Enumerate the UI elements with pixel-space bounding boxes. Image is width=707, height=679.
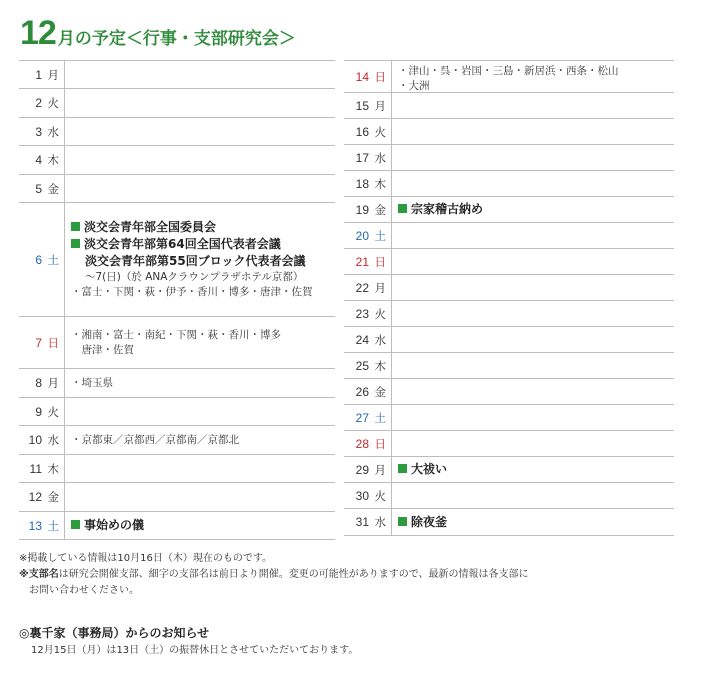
date-cell <box>344 197 392 222</box>
day-row <box>344 223 674 249</box>
weekday: 火 <box>374 124 386 139</box>
day-row <box>19 61 335 89</box>
weekday: 木 <box>374 176 386 191</box>
date-cell <box>19 512 65 539</box>
day-number: 29 <box>355 462 369 477</box>
event-cell <box>65 455 335 482</box>
day-number: 16 <box>355 124 369 139</box>
day-row <box>344 509 674 536</box>
event-cell <box>392 379 674 404</box>
event-cell <box>65 61 335 88</box>
day-row <box>19 426 335 455</box>
event-cell <box>65 317 335 368</box>
event-line <box>398 64 674 79</box>
weekday: 水 <box>374 332 386 347</box>
event-cell <box>65 175 335 202</box>
event-cell <box>65 89 335 117</box>
event-text: ・湘南・富士・南紀・下関・萩・香川・博多 <box>71 328 281 341</box>
day-row <box>344 431 674 457</box>
event-title <box>398 514 674 531</box>
day-row <box>344 171 674 197</box>
day-number: 27 <box>355 410 369 425</box>
date-cell <box>344 61 392 92</box>
date-cell <box>344 275 392 300</box>
event-text: ・京都東／京都西／京都南／京都北 <box>71 433 239 446</box>
date-cell <box>344 145 392 170</box>
weekday: 金 <box>374 384 386 399</box>
weekday: 土 <box>47 518 59 533</box>
event-text: ・埼玉県 <box>71 376 113 389</box>
notice-title: ◎裏千家（事務局）からのお知らせ <box>19 626 210 640</box>
event-cell <box>392 353 674 378</box>
event-cell <box>65 483 335 511</box>
date-cell <box>344 171 392 196</box>
day-row <box>19 89 335 118</box>
event-line <box>71 328 335 343</box>
date-cell <box>344 93 392 118</box>
event-text: ・津山・呉・岩国・三島・新居浜・西条・松山 <box>398 65 619 77</box>
weekday: 水 <box>47 433 59 447</box>
event-cell <box>392 249 674 274</box>
weekday: 日 <box>374 254 386 269</box>
weekday: 木 <box>47 153 59 167</box>
day-row <box>344 301 674 327</box>
event-cell <box>65 398 335 425</box>
day-number: 15 <box>355 98 369 113</box>
event-cell <box>392 275 674 300</box>
day-row <box>344 353 674 379</box>
green-square-icon <box>398 464 407 473</box>
date-cell <box>19 426 65 454</box>
day-row <box>344 457 674 483</box>
day-number: 20 <box>355 228 369 243</box>
event-cell <box>392 119 674 144</box>
date-cell <box>19 455 65 482</box>
event-cell <box>392 223 674 248</box>
date-cell <box>19 146 65 174</box>
day-number: 24 <box>355 332 369 347</box>
green-square-icon <box>71 222 80 231</box>
day-number: 19 <box>355 202 369 217</box>
schedule-left-column <box>19 60 335 540</box>
weekday: 月 <box>374 462 386 477</box>
title-text: 月の予定＜行事・支部研究会＞ <box>57 29 296 49</box>
day-row <box>344 145 674 171</box>
event-text: 淡交会青年部第55回ブロック代表者会議 <box>85 254 306 268</box>
event-cell <box>392 431 674 456</box>
event-line <box>71 433 335 448</box>
day-number: 25 <box>355 358 369 373</box>
day-number: 2 <box>35 96 42 110</box>
event-line <box>398 79 674 94</box>
date-cell <box>344 457 392 482</box>
note-3: お問い合わせください。 <box>19 585 139 596</box>
event-title <box>71 517 335 534</box>
event-line <box>71 376 335 391</box>
weekday: 火 <box>47 96 59 110</box>
date-cell <box>344 249 392 274</box>
day-row <box>344 61 674 93</box>
note-2 <box>19 567 529 583</box>
day-row <box>19 398 335 426</box>
weekday: 土 <box>374 410 386 425</box>
event-text: ・富士・下関・萩・伊予・香川・博多・唐津・佐賀 <box>71 286 313 298</box>
weekday: 火 <box>374 488 386 503</box>
event-cell <box>65 203 335 316</box>
day-row <box>19 118 335 146</box>
event-cell <box>392 301 674 326</box>
date-cell <box>19 369 65 397</box>
event-cell <box>392 483 674 508</box>
page-title <box>20 14 296 54</box>
date-cell <box>344 119 392 144</box>
date-cell <box>19 89 65 117</box>
event-cell <box>392 145 674 170</box>
day-row <box>344 119 674 145</box>
event-cell <box>392 457 674 482</box>
date-cell <box>344 301 392 326</box>
event-title <box>71 236 335 253</box>
event-cell <box>65 369 335 397</box>
event-text: 除夜釜 <box>411 514 448 529</box>
day-row <box>344 93 674 119</box>
day-row <box>19 369 335 398</box>
date-cell <box>19 118 65 145</box>
event-cell <box>392 405 674 430</box>
day-number: 28 <box>355 436 369 451</box>
event-text: ～7(日)（於 ANAクラウンプラザホテル京都） <box>85 271 304 283</box>
date-cell <box>19 483 65 511</box>
day-number: 5 <box>35 181 42 196</box>
day-number: 18 <box>355 176 369 191</box>
event-text: 大祓い <box>411 462 448 476</box>
day-row <box>344 483 674 509</box>
day-number: 26 <box>355 384 369 399</box>
day-number: 21 <box>355 254 369 269</box>
date-cell <box>344 509 392 535</box>
event-cell <box>392 171 674 196</box>
day-row <box>344 275 674 301</box>
note-2-rest: は研究会開催支部、細字の支部名は前日より開催。変更の可能性がありますので、最新の情報は各支部に <box>58 569 529 580</box>
weekday: 金 <box>47 490 59 504</box>
event-title <box>71 219 335 236</box>
date-cell <box>19 203 65 316</box>
event-text: ・大洲 <box>398 80 430 92</box>
event-line <box>71 343 335 358</box>
weekday: 火 <box>47 404 59 419</box>
event-text: 淡交会青年部第64回全国代表者会議 <box>84 237 281 251</box>
day-row <box>344 405 674 431</box>
day-number: 13 <box>28 518 42 533</box>
title-month-number: 12 <box>20 14 56 52</box>
day-row <box>19 175 335 203</box>
green-square-icon <box>398 517 407 526</box>
day-number: 8 <box>35 376 42 390</box>
day-number: 31 <box>355 515 369 529</box>
date-cell <box>344 353 392 378</box>
event-line <box>71 285 335 300</box>
note-2-bold: ※支部名 <box>19 569 59 580</box>
event-cell <box>392 509 674 535</box>
weekday: 水 <box>374 515 386 529</box>
day-row <box>19 455 335 483</box>
event-text: 淡交会青年部全国委員会 <box>84 220 217 234</box>
day-number: 4 <box>35 153 42 167</box>
weekday: 水 <box>374 150 386 165</box>
weekday: 木 <box>374 358 386 373</box>
day-row <box>344 379 674 405</box>
day-row <box>19 512 335 540</box>
weekday: 日 <box>374 436 386 451</box>
day-number: 12 <box>28 490 42 504</box>
day-row <box>19 203 335 317</box>
event-title <box>398 201 674 218</box>
day-row <box>19 483 335 512</box>
event-line <box>71 253 335 270</box>
green-square-icon <box>71 520 80 529</box>
schedule-right-column <box>344 60 674 536</box>
note-1: ※掲載している情報は10月16日（木）現在のものです。 <box>19 553 273 564</box>
event-text: 唐津・佐賀 <box>71 343 134 356</box>
day-number: 14 <box>355 69 369 84</box>
event-title <box>398 461 674 478</box>
event-cell <box>65 146 335 174</box>
day-row <box>344 327 674 353</box>
date-cell <box>19 61 65 88</box>
day-row <box>344 249 674 275</box>
notes <box>19 551 529 599</box>
green-square-icon <box>398 204 407 213</box>
day-number: 23 <box>355 306 369 321</box>
day-row <box>19 146 335 175</box>
event-cell <box>392 61 674 92</box>
green-square-icon <box>71 239 80 248</box>
day-number: 7 <box>35 335 42 350</box>
event-cell <box>65 118 335 145</box>
event-text: 宗家稽古納め <box>411 202 484 216</box>
date-cell <box>19 175 65 202</box>
notice-body: 12月15日（月）は13日（土）の振替休日とさせていただいております。 <box>31 645 359 656</box>
day-number: 9 <box>35 404 42 419</box>
event-text: 事始めの儀 <box>84 518 145 532</box>
weekday: 月 <box>47 67 59 82</box>
date-cell <box>344 431 392 456</box>
event-cell <box>65 426 335 454</box>
day-row <box>19 317 335 369</box>
weekday: 金 <box>374 202 386 217</box>
weekday: 月 <box>374 98 386 113</box>
weekday: 月 <box>47 376 59 390</box>
day-row <box>344 197 674 223</box>
event-cell <box>392 93 674 118</box>
date-cell <box>344 405 392 430</box>
day-number: 10 <box>28 433 42 447</box>
weekday: 日 <box>374 69 386 84</box>
weekday: 土 <box>374 228 386 243</box>
weekday: 木 <box>47 461 59 476</box>
date-cell <box>19 398 65 425</box>
event-cell <box>65 512 335 539</box>
event-cell <box>392 197 674 222</box>
day-number: 30 <box>355 488 369 503</box>
event-line <box>71 270 335 285</box>
day-number: 1 <box>35 67 42 82</box>
day-number: 22 <box>355 280 369 295</box>
event-cell <box>392 327 674 352</box>
day-number: 6 <box>35 252 42 267</box>
date-cell <box>344 327 392 352</box>
date-cell <box>344 379 392 404</box>
date-cell <box>344 223 392 248</box>
weekday: 水 <box>47 124 59 139</box>
day-number: 11 <box>29 461 42 476</box>
day-number: 3 <box>35 124 42 139</box>
date-cell <box>19 317 65 368</box>
weekday: 土 <box>47 252 59 267</box>
weekday: 日 <box>47 335 59 350</box>
date-cell <box>344 483 392 508</box>
weekday: 月 <box>374 280 386 295</box>
weekday: 金 <box>47 181 59 196</box>
weekday: 火 <box>374 306 386 321</box>
day-number: 17 <box>355 150 369 165</box>
